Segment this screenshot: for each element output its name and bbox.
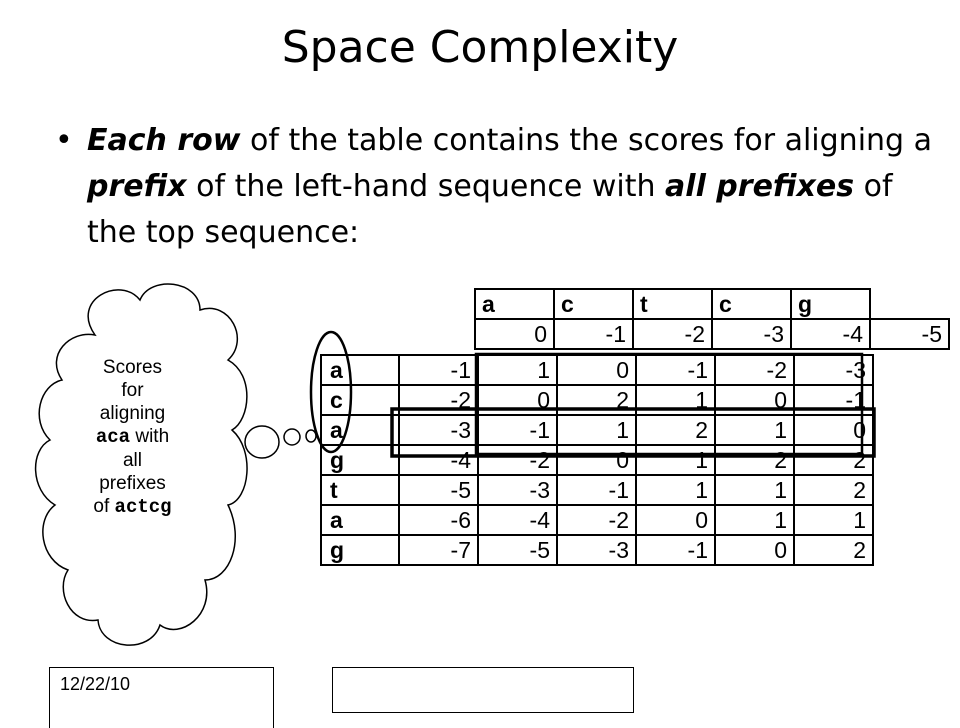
- slide-title: Space Complexity: [281, 22, 679, 73]
- score-cell: 2: [715, 445, 794, 475]
- score-cell: -2: [399, 385, 478, 415]
- score-cell: 0: [557, 445, 636, 475]
- score-cell: -6: [399, 505, 478, 535]
- top-sequence-cell: a: [475, 289, 554, 319]
- score-cell: 1: [715, 505, 794, 535]
- score-cell: -2: [557, 505, 636, 535]
- bullet-plain: of the top sequence:: [87, 169, 893, 250]
- bubble-line: prefixes: [99, 473, 166, 494]
- score-table: [320, 354, 874, 566]
- bubble-line: [55, 495, 210, 519]
- score-cell: 1: [636, 475, 715, 505]
- score-cell: -5: [399, 475, 478, 505]
- score-cell: 1: [636, 385, 715, 415]
- score-row: [321, 385, 873, 415]
- thought-bubbles: [245, 426, 316, 458]
- bullet-plain: of the left-hand sequence with: [186, 169, 666, 204]
- bubble-line: all: [122, 450, 142, 471]
- score-cell: 1: [715, 415, 794, 445]
- score-cell: -2: [478, 445, 557, 475]
- score-cell: 1: [478, 355, 557, 385]
- score-cell: -1: [478, 415, 557, 445]
- score-cell: 2: [794, 535, 873, 565]
- thought-bubble-text: [55, 356, 210, 519]
- left-sequence-cell: g: [321, 445, 399, 475]
- score-cell: 0: [557, 355, 636, 385]
- score-cell: -3: [478, 475, 557, 505]
- score-cell: -4: [399, 445, 478, 475]
- score-cell: 1: [794, 505, 873, 535]
- score-cell: 2: [636, 415, 715, 445]
- score-cell: 1: [557, 415, 636, 445]
- score-cell: -5: [870, 319, 949, 349]
- top-sequence-cell: t: [633, 289, 712, 319]
- bullet-emphasis: prefix: [87, 169, 187, 204]
- bubble-code: actcg: [114, 496, 172, 518]
- bubble-line: for: [121, 380, 144, 401]
- score-row: [321, 355, 873, 385]
- score-cell: -2: [633, 319, 712, 349]
- bullet-marker: •: [55, 123, 73, 158]
- score-cell: 0: [715, 535, 794, 565]
- score-row: [321, 445, 873, 475]
- top-sequence-cell: c: [554, 289, 633, 319]
- score-cell: -3: [794, 355, 873, 385]
- score-cell: 2: [557, 385, 636, 415]
- score-cell: -4: [791, 319, 870, 349]
- score-row: [321, 505, 873, 535]
- score-cell: -1: [636, 535, 715, 565]
- thought-bubble-medium: [284, 429, 300, 445]
- score-cell: -1: [554, 319, 633, 349]
- score-cell: 0: [794, 415, 873, 445]
- left-sequence-cell: c: [321, 385, 399, 415]
- score-cell: -3: [712, 319, 791, 349]
- score-row: [321, 535, 873, 565]
- footer-date-box: [49, 667, 274, 728]
- bubble-text: of: [93, 496, 115, 517]
- left-sequence-cell: a: [321, 355, 399, 385]
- score-cell: -1: [636, 355, 715, 385]
- score-cell: -4: [478, 505, 557, 535]
- bullet-emphasis: Each row: [87, 123, 241, 158]
- score-cell: 0: [475, 319, 554, 349]
- left-sequence-cell: a: [321, 415, 399, 445]
- score-cell: -1: [557, 475, 636, 505]
- score-cell: -1: [794, 385, 873, 415]
- top-sequence-table: [474, 288, 950, 350]
- score-row: [321, 415, 873, 445]
- bullet-emphasis: all prefixes: [665, 169, 855, 204]
- bullet-plain: of the table contains the scores for aligning a: [240, 123, 933, 158]
- thought-bubble-large: [245, 426, 279, 458]
- left-sequence-cell: g: [321, 535, 399, 565]
- bubble-line: [55, 425, 210, 449]
- bubble-text: with: [130, 426, 170, 447]
- score-cell: -7: [399, 535, 478, 565]
- bubble-line: Scores: [102, 357, 163, 378]
- score-cell: -2: [715, 355, 794, 385]
- score-cell: 2: [794, 475, 873, 505]
- score-cell: -1: [399, 355, 478, 385]
- footer-date: 12/22/10: [60, 674, 131, 694]
- bubble-line: aligning: [99, 403, 166, 424]
- score-cell: 1: [715, 475, 794, 505]
- left-sequence-cell: a: [321, 505, 399, 535]
- top-sequence-cell: c: [712, 289, 791, 319]
- score-cell: 0: [715, 385, 794, 415]
- thought-bubble-small: [306, 430, 316, 442]
- top-sequence-cell: g: [791, 289, 870, 319]
- footer-center-box: [332, 667, 634, 713]
- score-cell: -5: [478, 535, 557, 565]
- bubble-code: aca: [95, 426, 131, 448]
- top-sequence-row: [475, 289, 949, 319]
- left-sequence-cell: t: [321, 475, 399, 505]
- score-cell: 2: [794, 445, 873, 475]
- score-row: [321, 475, 873, 505]
- first-score-row: [475, 319, 949, 349]
- score-cell: 0: [478, 385, 557, 415]
- score-cell: -3: [557, 535, 636, 565]
- score-cell: 1: [636, 445, 715, 475]
- score-cell: 0: [636, 505, 715, 535]
- score-cell: -3: [399, 415, 478, 445]
